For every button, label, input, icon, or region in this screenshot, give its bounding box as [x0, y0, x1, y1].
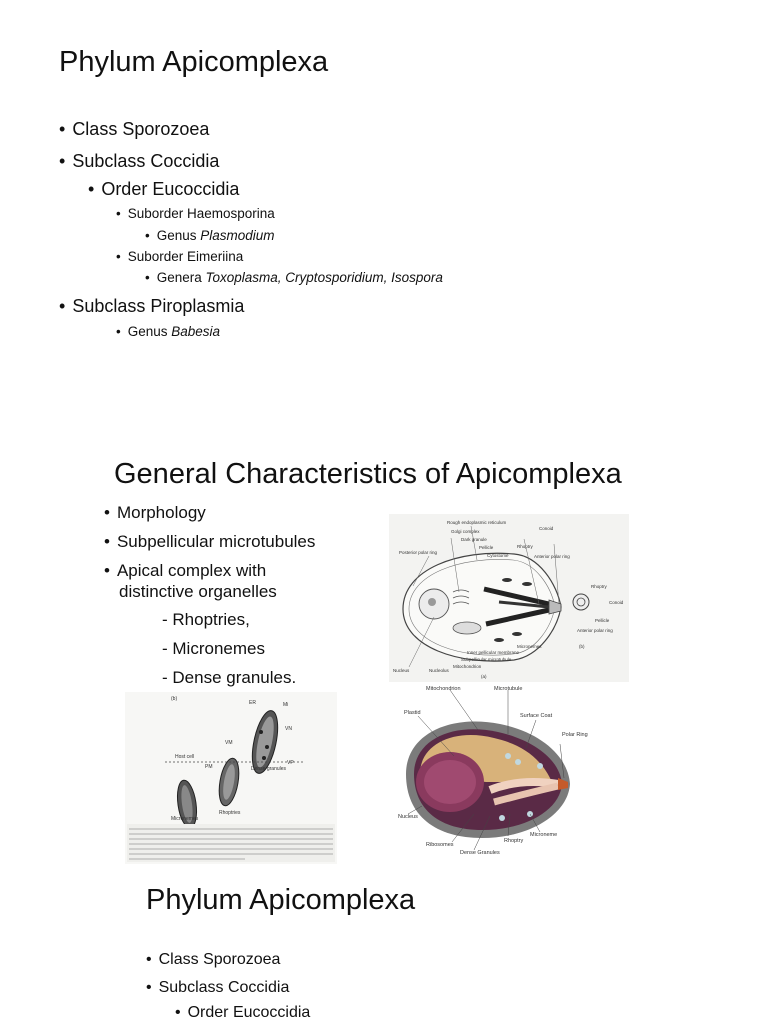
svg-text:Pellicle: Pellicle [479, 545, 494, 550]
svg-text:Polar Ring: Polar Ring [562, 732, 588, 738]
svg-text:Anterior polar ring: Anterior polar ring [577, 628, 613, 633]
svg-text:Conoid: Conoid [539, 526, 554, 531]
svg-text:Dark granule: Dark granule [461, 537, 487, 542]
svg-text:Inner pellicular membrane: Inner pellicular membrane [467, 650, 520, 655]
svg-text:Cytostome: Cytostome [487, 553, 509, 558]
svg-text:Rhoptry: Rhoptry [591, 584, 607, 589]
svg-text:Dense granules: Dense granules [251, 766, 287, 772]
svg-text:Pellicle: Pellicle [595, 618, 610, 623]
svg-text:Rough endoplasmic reticulum: Rough endoplasmic reticulum [447, 520, 507, 525]
svg-text:Micronemes: Micronemes [171, 816, 199, 822]
slide3-bullet-order-eucoccidia: • Order Eucoccidia [175, 1004, 311, 1021]
svg-text:Host cell: Host cell [175, 754, 195, 760]
slide2-sub-rhoptries: - Rhoptries, [162, 610, 250, 629]
slide1-bullet-suborder-haemosporina: • Suborder Haemosporina [116, 206, 275, 221]
slide3-bullet-subclass-coccidia: • Subclass Coccidia [146, 979, 290, 996]
svg-text:Rhoptry: Rhoptry [517, 544, 533, 549]
svg-text:Golgi complex: Golgi complex [451, 529, 480, 534]
slide3-title: Phylum Apicomplexa [146, 884, 416, 916]
slide2-sub-dense-granules: - Dense granules. [162, 668, 297, 687]
svg-text:VM: VM [225, 740, 233, 746]
slide2-bullet-morphology: • Morphology [104, 503, 206, 522]
slide1-bullet-genus-plasmodium: • Genus Plasmodium [145, 228, 275, 243]
svg-text:Nucleolus: Nucleolus [429, 668, 449, 673]
slide2-bullet-apical-complex-cont: distinctive organelles [119, 582, 277, 601]
svg-text:(a): (a) [481, 674, 487, 679]
svg-text:Micronemes: Micronemes [517, 644, 542, 649]
svg-text:Rhoptries: Rhoptries [219, 810, 241, 816]
svg-text:Posterior polar ring: Posterior polar ring [399, 550, 438, 555]
slide1-bullet-order-eucoccidia: • Order Eucoccidia [88, 179, 240, 199]
svg-text:PM: PM [205, 764, 213, 770]
slide2-title: General Characteristics of Apicomplexa [114, 458, 622, 490]
svg-text:Dense Granules: Dense Granules [460, 850, 500, 856]
svg-text:Nucleus: Nucleus [398, 814, 418, 820]
svg-text:Rhoptry: Rhoptry [504, 838, 524, 844]
svg-text:Surface Coat: Surface Coat [520, 713, 553, 719]
svg-text:Subpellicular microtubule: Subpellicular microtubule [461, 657, 512, 662]
slide1-bullet-class-sporozoea: • Class Sporozoea [59, 119, 210, 139]
svg-text:VP: VP [287, 760, 294, 766]
slide1-bullet-genera-toxoplasma: • Genera Toxoplasma, Cryptosporidium, Isospora [145, 270, 443, 285]
svg-text:Mitochondrion: Mitochondrion [426, 686, 461, 692]
slide1-bullet-subclass-piroplasmia: • Subclass Piroplasmia [59, 296, 245, 316]
slide2-sub-micronemes: - Micronemes [162, 639, 265, 658]
slide1-bullet-suborder-eimeriina: • Suborder Eimeriina [116, 249, 244, 264]
apicomplexa-illustration [390, 686, 590, 858]
slide2-bullet-apical-complex: • Apical complex with [104, 561, 267, 580]
svg-text:VN: VN [285, 726, 292, 732]
svg-text:Microneme: Microneme [530, 832, 558, 838]
slide3-bullet-class-sporozoea: • Class Sporozoea [146, 951, 281, 968]
svg-text:Mi: Mi [283, 702, 289, 708]
slide1-bullet-genus-babesia: • Genus Babesia [116, 324, 221, 339]
svg-text:Mitochondrion: Mitochondrion [453, 664, 482, 669]
svg-text:Plastid: Plastid [404, 710, 421, 716]
apicomplexa-structure-diagram [389, 514, 629, 682]
host-cell-invasion-figure [125, 692, 337, 864]
svg-text:Anterior polar ring: Anterior polar ring [534, 554, 570, 559]
svg-text:Nucleus: Nucleus [393, 668, 410, 673]
slide1-title: Phylum Apicomplexa [59, 46, 329, 78]
svg-text:ER: ER [249, 700, 256, 706]
svg-text:Conoid: Conoid [609, 600, 624, 605]
svg-text:(b): (b) [171, 696, 178, 702]
slide1-bullet-subclass-coccidia: • Subclass Coccidia [59, 151, 220, 171]
svg-text:Microtubule: Microtubule [494, 686, 523, 692]
svg-text:Ribosomes: Ribosomes [426, 842, 454, 848]
slide2-bullet-subpellicular: • Subpellicular microtubules [104, 532, 316, 551]
svg-text:(b): (b) [579, 644, 585, 649]
